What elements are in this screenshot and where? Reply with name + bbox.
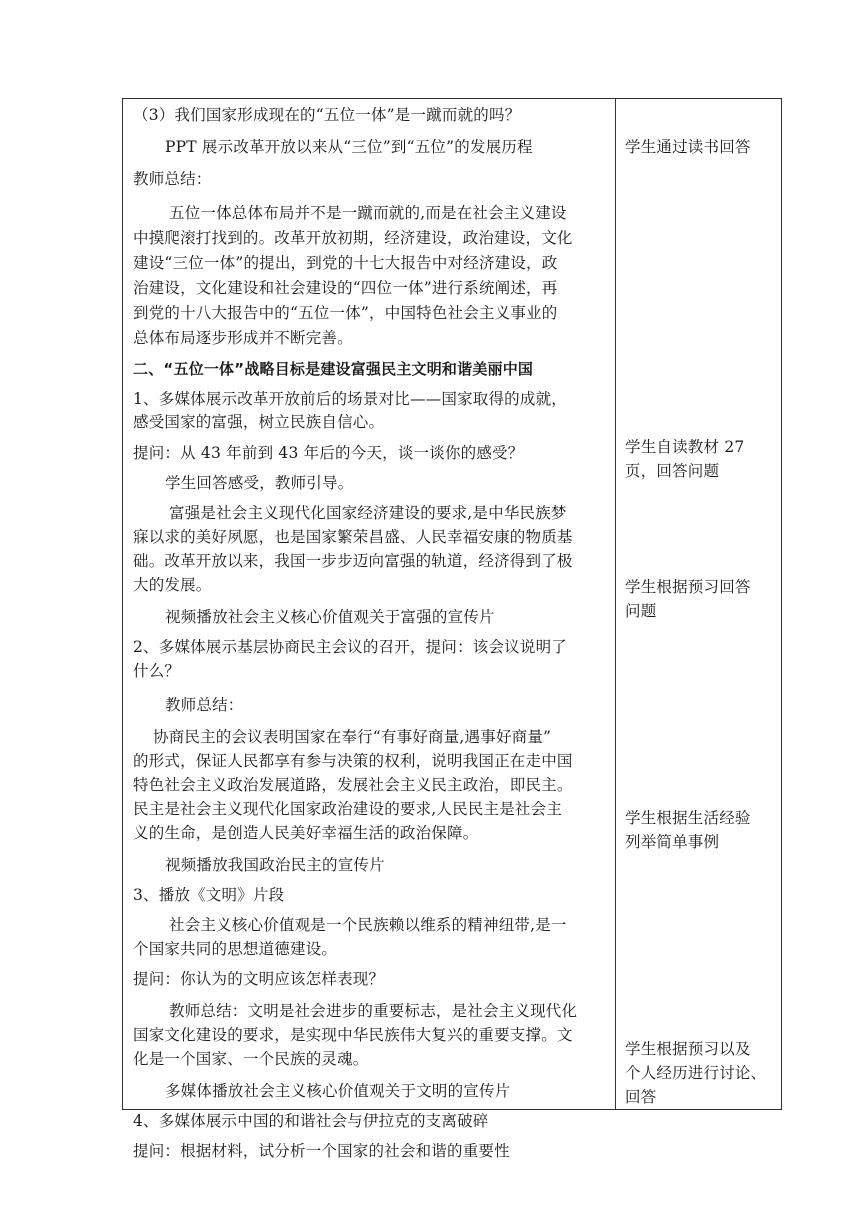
student-activity-line: 学生根据预习回答	[625, 578, 751, 596]
body-line: 多媒体播放社会主义核心价值观关于文明的宣传片	[165, 1082, 511, 1100]
body-line: 础。改革开放以来，我国一步步迈向富强的轨道，经济得到了极	[133, 552, 573, 570]
body-line: 建设“三位一体”的提出，到党的十七大报告中对经济建设，政	[133, 254, 558, 272]
body-line: 五位一体总体布局并不是一蹴而就的,而是在社会主义建设	[169, 204, 567, 222]
body-line: 提问：根据材料，试分析一个国家的社会和谐的重要性	[133, 1142, 510, 1160]
body-line: 2、多媒体展示基层协商民主会议的召开，提问：该会议说明了	[133, 638, 567, 656]
student-activity-line: 问题	[625, 602, 657, 620]
body-line: 教师总结：	[133, 170, 212, 188]
student-activity-line: 学生自读教材 27	[625, 438, 745, 456]
body-line: 学生回答感受，教师引导。	[165, 474, 354, 492]
body-line: 教师总结：	[165, 696, 244, 714]
body-line: 协商民主的会议表明国家在奉行“有事好商量,遇事好商量”	[153, 728, 552, 746]
student-activity-line: 学生根据生活经验	[625, 809, 751, 827]
section-heading: 二、“五位一体”战略目标是建设富强民主文明和谐美丽中国	[133, 360, 534, 378]
body-line: 提问：从 43 年前到 43 年后的今天，谈一谈你的感受？	[133, 444, 524, 462]
body-line: 什么？	[133, 662, 181, 680]
body-line: 教师总结：文明是社会进步的重要标志，是社会主义现代化	[169, 1002, 578, 1020]
body-line: 寐以求的美好夙愿，也是国家繁荣昌盛、人民幸福安康的物质基	[133, 528, 573, 546]
body-line: 3、播放《文明》片段	[133, 886, 285, 904]
student-activity-line: 回答	[625, 1088, 657, 1106]
body-line: 社会主义核心价值观是一个民族赖以维系的精神纽带,是一	[169, 916, 567, 934]
student-activity-line: 个人经历进行讨论、	[625, 1064, 767, 1082]
body-line: 治建设，文化建设和社会建设的“四位一体”进行系统阐述，再	[133, 279, 558, 297]
body-line: 义的生命，是创造人民美好幸福生活的政治保障。	[133, 824, 479, 842]
body-line: 中摸爬滚打找到的。改革开放初期，经济建设，政治建设，文化	[133, 229, 573, 247]
student-activity-line: 学生通过读书回答	[625, 138, 751, 156]
body-line: 特色社会主义政治发展道路，发展社会主义民主政治，即民主。	[133, 776, 573, 794]
body-line: 大的发展。	[133, 576, 212, 594]
body-line: 富强是社会主义现代化国家经济建设的要求,是中华民族梦	[169, 504, 567, 522]
student-activity-line: 页，回答问题	[625, 462, 720, 480]
student-activity-line: 学生根据预习以及	[625, 1040, 751, 1058]
body-line: 1、多媒体展示改革开放前后的场景对比——国家取得的成就，	[133, 390, 567, 408]
lesson-table	[122, 98, 782, 1160]
body-line: 4、多媒体展示中国的和谐社会与伊拉克的支离破碎	[133, 1112, 489, 1130]
body-line: 视频播放我国政治民主的宣传片	[165, 856, 385, 874]
body-line: 国家文化建设的要求，是实现中华民族伟大复兴的重要支撑。文	[133, 1026, 573, 1044]
body-line: （3）我们国家形成现在的“五位一体”是一蹴而就的吗？	[133, 106, 521, 124]
body-line: PPT 展示改革开放以来从“三位”到“五位”的发展历程	[165, 138, 533, 156]
body-line: 视频播放社会主义核心价值观关于富强的宣传片	[165, 608, 495, 626]
column-divider	[615, 99, 616, 1109]
body-line: 感受国家的富强，树立民族自信心。	[133, 413, 385, 431]
body-line: 化是一个国家、一个民族的灵魂。	[133, 1050, 369, 1068]
body-line: 的形式，保证人民都享有参与决策的权利，说明我国正在走中国	[133, 752, 573, 770]
body-line: 提问：你认为的文明应该怎样表现？	[133, 970, 385, 988]
body-line: 到党的十八大报告中的“五位一体”，中国特色社会主义事业的	[133, 304, 558, 322]
student-activity-line: 列举简单事例	[625, 833, 720, 851]
body-line: 个国家共同的思想道德建设。	[133, 940, 338, 958]
body-line: 总体布局逐步形成并不断完善。	[133, 329, 353, 347]
body-line: 民主是社会主义现代化国家政治建设的要求,人民民主是社会主	[133, 800, 563, 818]
